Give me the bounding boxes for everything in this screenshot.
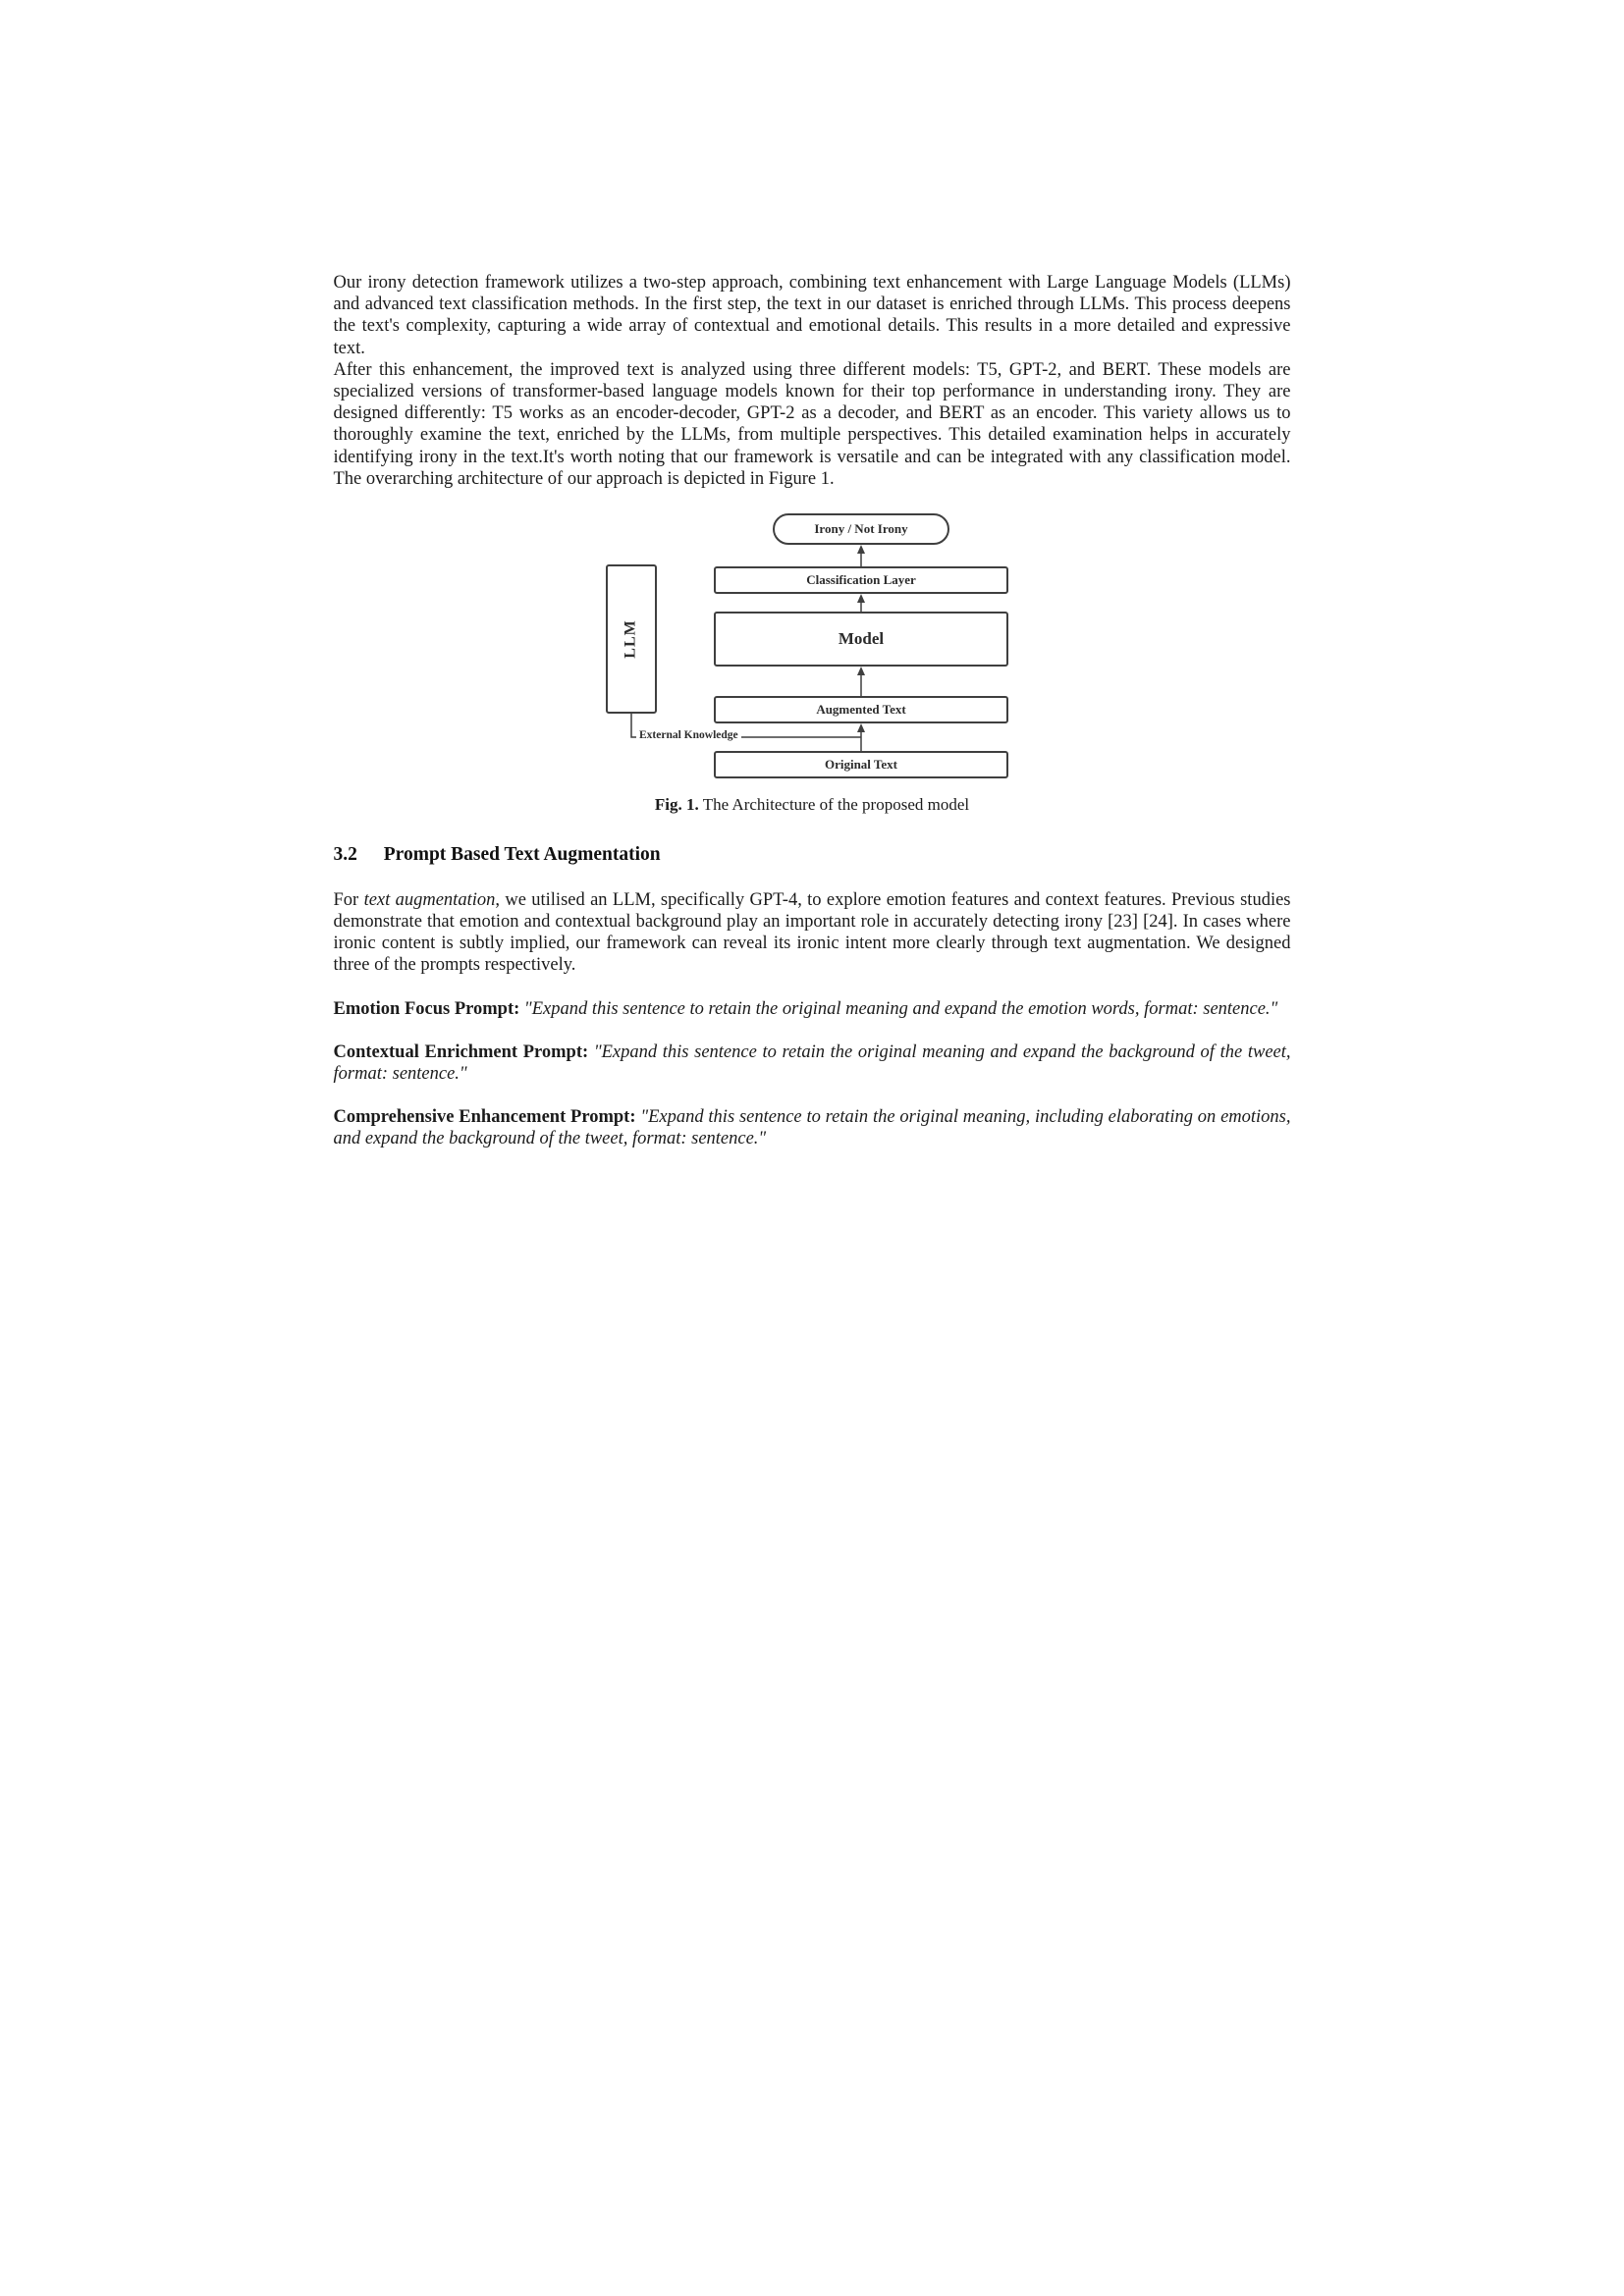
intro-text-pre: For: [333, 889, 364, 910]
augmented-text-node: Augmented Text: [714, 696, 1008, 723]
content-column: [334, 0, 1291, 1150]
intro-text-italic: text augmentation: [363, 889, 496, 910]
figure-caption: [601, 795, 1023, 815]
prompt-label-comprehensive: Comprehensive Enhancement Prompt:: [333, 1107, 636, 1128]
prompt-label-emotion: Emotion Focus Prompt:: [333, 998, 520, 1019]
classification-layer-node: Classification Layer: [714, 566, 1008, 594]
model-node: Model: [714, 612, 1008, 667]
prompt-text-comprehensive: "Expand this sentence to retain the original meaning, including elaborating on emotions, and expand the background of the tweet, format: sentence.": [333, 1107, 1291, 1149]
augmentation-intro-paragraph: [334, 889, 1291, 977]
architecture-diagram: [601, 513, 1023, 780]
prompt-paragraph-comprehensive: [334, 1106, 1291, 1149]
arrow-up-icon: [857, 667, 865, 675]
prompt-paragraph-contextual: [334, 1041, 1291, 1085]
output-node: Irony / Not Irony: [773, 513, 949, 545]
prompt-text-contextual: "Expand this sentence to retain the original meaning and expand the background of the tweet, format: sentence.": [333, 1041, 1291, 1084]
llm-node-label: LLM: [622, 619, 639, 659]
prompt-text-emotion: "Expand this sentence to retain the original meaning and expand the emotion words, format: sentence.": [523, 998, 1278, 1019]
prompt-paragraph-emotion: [334, 998, 1291, 1020]
section-heading: [334, 844, 1291, 866]
figure-caption-label: Fig. 1.: [654, 794, 699, 814]
prompt-label-contextual: Contextual Enrichment Prompt:: [333, 1041, 589, 1062]
arrow-up-icon: [857, 545, 865, 554]
arrow-up-icon: [857, 594, 865, 603]
body-paragraph-1: Our irony detection framework utilizes a two-step approach, combining text enhancement with Large Language Models (LLMs) and advanced text classification methods. In the first step, the text in our dataset is enriched through LLMs. This process deepens the text's complexity, capturing a wide array of contextual and emotional details. This results in a more detailed and expressive text.: [333, 273, 1291, 358]
body-paragraph-2: After this enhancement, the improved text is analyzed using three different models: T5, GPT-2, and BERT. These models are specialized versions of transformer-based language models known for their top performance in understanding irony. They are designed differently: T5 works as an encoder-decoder, GPT-2 as a decoder, and BERT as an encoder. This variety allows us to thoroughly examine the text, enriched by the LLMs, from multiple perspectives. This detailed examination helps in accurately identifying irony in the text.It's worth noting that our framework is versatile and can be integrated with any classification model. The overarching architecture of our approach is depicted in Figure 1.: [333, 359, 1291, 489]
external-knowledge-label: External Knowledge: [636, 729, 741, 741]
section-title: Prompt Based Text Augmentation: [383, 843, 661, 865]
figure-caption-text: The Architecture of the proposed model: [702, 794, 970, 814]
architecture-figure: [601, 513, 1023, 815]
arrow-up-icon: [857, 723, 865, 732]
llm-node: [606, 564, 657, 714]
original-text-node: Original Text: [714, 751, 1008, 778]
intro-text-post: , we utilised an LLM, specifically GPT-4, to explore emotion features and context features. Previous studies demonstrate that emotion and contextual background play an important role in accurately detecting irony [23] [24]. In cases where ironic content is subtly implied, our framework can reveal its ironic intent more clearly through text augmentation. We designed three of the prompts respectively.: [333, 889, 1291, 976]
section-number: 3.2: [333, 843, 357, 865]
